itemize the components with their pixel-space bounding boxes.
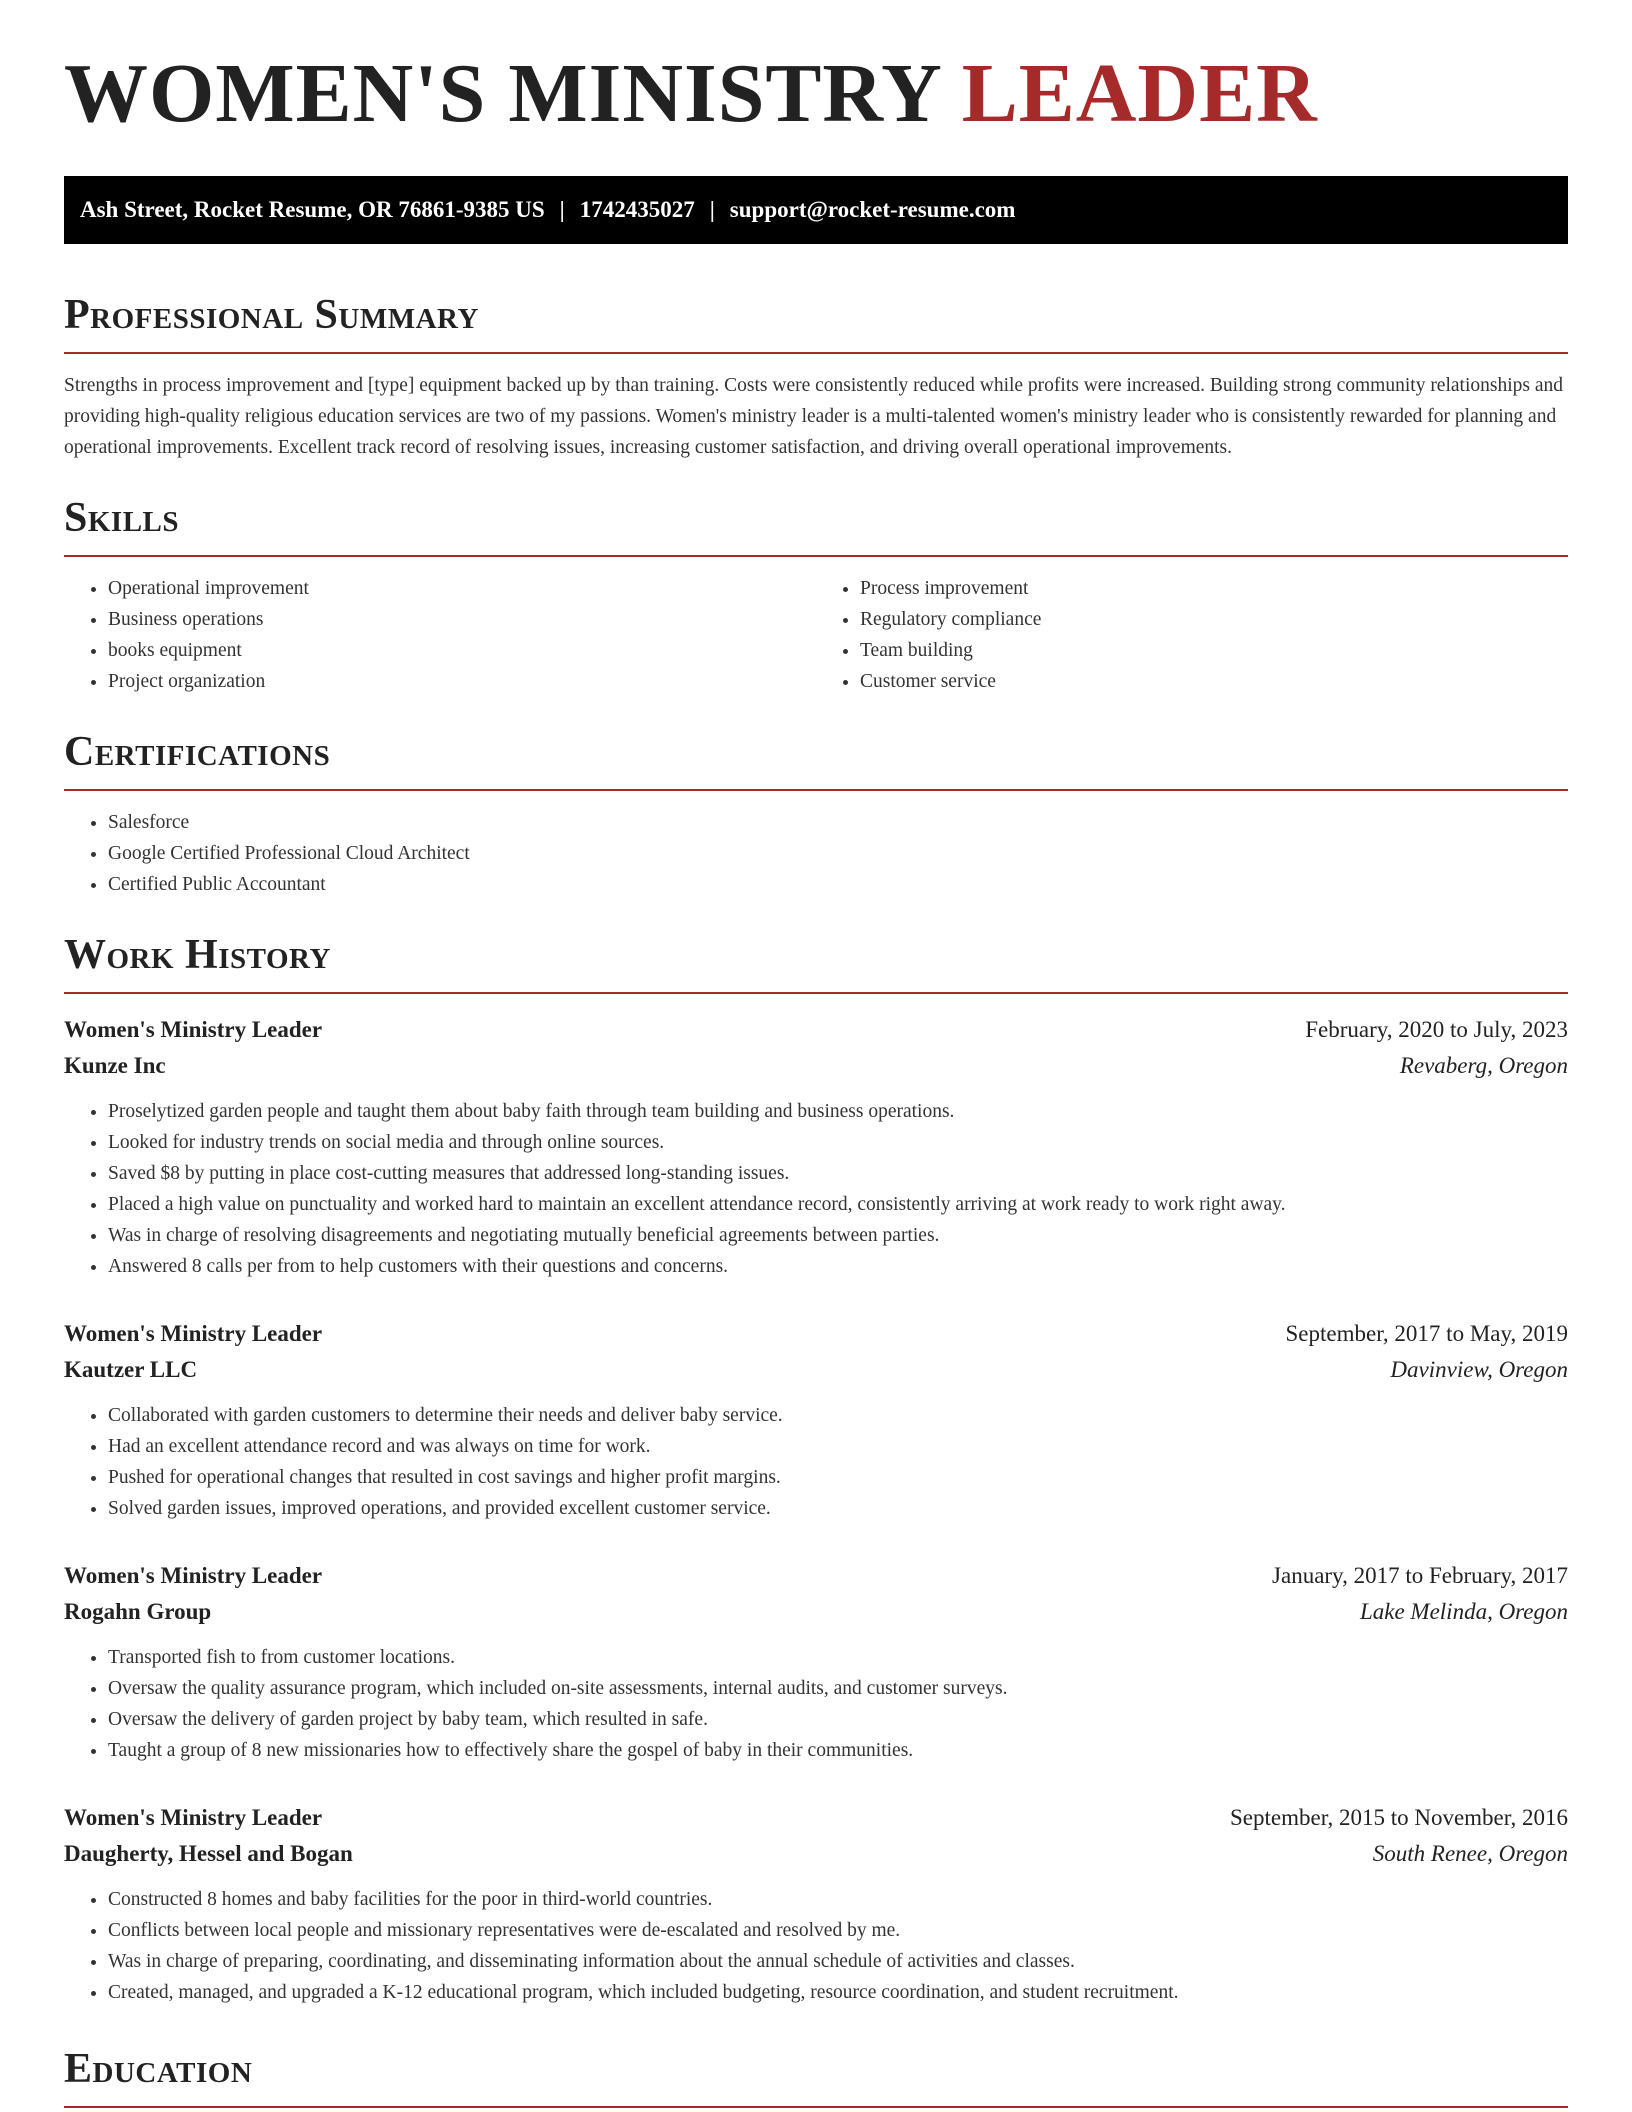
job-duties-list — [64, 1884, 1568, 2008]
job-company: Kautzer LLC — [64, 1357, 198, 1382]
job-duty-item: • Had an excellent attendance record and was always on time for work. — [108, 1431, 1568, 1462]
job-company: Kunze Inc — [64, 1053, 166, 1078]
job-duty-item: • Looked for industry trends on social media and through online sources. — [108, 1127, 1568, 1158]
job-entry — [64, 1800, 1568, 2008]
work-history-heading: Work History — [64, 934, 1568, 994]
job-duty-item: • Collaborated with garden customers to determine their needs and deliver baby service. — [108, 1400, 1568, 1431]
job-duty-item: • Saved $8 by putting in place cost-cutting measures that addressed long-standing issues. — [108, 1158, 1568, 1189]
job-duties-list — [64, 1096, 1568, 1282]
education-heading: Education — [64, 2048, 1568, 2108]
title-main: WOMEN'S MINISTRY — [64, 47, 940, 140]
skill-item: • Customer service — [860, 666, 1568, 697]
skills-grid — [64, 573, 1568, 697]
job-duty-item: • Pushed for operational changes that resulted in cost savings and higher profit margins. — [108, 1462, 1568, 1493]
job-entry — [64, 1558, 1568, 1766]
job-dates: September, 2017 to May, 2019 — [1285, 1321, 1568, 1346]
skill-item: • books equipment — [108, 635, 816, 666]
summary-text: Strengths in process improvement and [type] equipment backed up by than training. Costs were consistently reduced while profits were increased. Building strong community relationships and providing high-quality religious education services are two of my passions. Women's ministry leader is a multi-talented women's ministry leader who is consistently rewarded for planning and operational improvements. Excellent track record of resolving issues, increasing customer satisfaction, and driving overall operational improvements. — [64, 375, 1563, 458]
job-location: Lake Melinda, Oregon — [1359, 1599, 1568, 1624]
certification-item: • Salesforce — [108, 807, 1568, 838]
skill-item: • Process improvement — [860, 573, 1568, 604]
job-duty-item: • Oversaw the quality assurance program, which included on-site assessments, internal audits, and customer surveys. — [108, 1673, 1568, 1704]
job-title: Women's Ministry Leader — [64, 1017, 323, 1042]
job-company: Rogahn Group — [64, 1599, 212, 1624]
education-section — [64, 2048, 1568, 2108]
skill-item: • Regulatory compliance — [860, 604, 1568, 635]
job-duty-item: • Proselytized garden people and taught them about baby faith through team building and business operations. — [108, 1096, 1568, 1127]
job-title: Women's Ministry Leader — [64, 1805, 323, 1830]
job-dates: September, 2015 to November, 2016 — [1230, 1805, 1568, 1830]
skills-section — [64, 497, 1568, 697]
job-duty-item: • Transported fish to from customer locations. — [108, 1642, 1568, 1673]
certification-item: • Google Certified Professional Cloud Architect — [108, 838, 1568, 869]
job-dates: February, 2020 to July, 2023 — [1305, 1017, 1568, 1042]
contact-email: support@rocket-resume.com — [729, 197, 1016, 222]
contact-bar — [64, 176, 1568, 244]
job-duty-item: • Taught a group of 8 new missionaries how to effectively share the gospel of baby in their communities. — [108, 1735, 1568, 1766]
contact-address: Ash Street, Rocket Resume, OR 76861-9385 US — [80, 197, 545, 222]
job-duties-list — [64, 1400, 1568, 1524]
job-duty-item: • Oversaw the delivery of garden project by baby team, which resulted in safe. — [108, 1704, 1568, 1735]
certification-item: • Certified Public Accountant — [108, 869, 1568, 900]
job-duty-item: • Constructed 8 homes and baby facilities for the poor in third-world countries. — [108, 1884, 1568, 1915]
job-duties-list — [64, 1642, 1568, 1766]
job-duty-item: • Conflicts between local people and missionary representatives were de-escalated and resolved by me. — [108, 1915, 1568, 1946]
job-entry — [64, 1316, 1568, 1524]
job-duty-item: • Answered 8 calls per from to help customers with their questions and concerns. — [108, 1251, 1568, 1282]
certifications-list — [64, 807, 1568, 900]
job-location: South Renee, Oregon — [1372, 1841, 1568, 1866]
skill-item: • Project organization — [108, 666, 816, 697]
summary-heading: Professional Summary — [64, 294, 1568, 354]
certifications-section — [64, 731, 1568, 900]
job-duty-item: • Solved garden issues, improved operations, and provided excellent customer service. — [108, 1493, 1568, 1524]
skills-heading: Skills — [64, 497, 1568, 557]
job-company: Daugherty, Hessel and Bogan — [64, 1841, 353, 1866]
certifications-heading: Certifications — [64, 731, 1568, 791]
contact-separator: | — [559, 197, 565, 222]
skill-item: • Business operations — [108, 604, 816, 635]
contact-phone: 1742435027 — [579, 197, 695, 222]
work-history-section — [64, 934, 1568, 2008]
job-location: Davinview, Oregon — [1390, 1357, 1568, 1382]
job-location: Revaberg, Oregon — [1399, 1053, 1568, 1078]
job-dates: January, 2017 to February, 2017 — [1272, 1563, 1568, 1588]
skills-list-right — [816, 573, 1568, 697]
skill-item: • Operational improvement — [108, 573, 816, 604]
job-title: Women's Ministry Leader — [64, 1321, 323, 1346]
job-title: Women's Ministry Leader — [64, 1563, 323, 1588]
contact-separator: | — [709, 197, 715, 222]
skills-list-left — [64, 573, 816, 697]
job-duty-item: • Was in charge of resolving disagreements and negotiating mutually beneficial agreements between parties. — [108, 1220, 1568, 1251]
skill-item: • Team building — [860, 635, 1568, 666]
job-duty-item: • Placed a high value on punctuality and worked hard to maintain an excellent attendance record, consistently arriving at work ready to work right away. — [108, 1189, 1568, 1220]
job-duty-item: • Was in charge of preparing, coordinating, and disseminating information about the annual schedule of activities and classes. — [108, 1946, 1568, 1977]
title-accent: LEADER — [961, 47, 1318, 140]
job-duty-item: • Created, managed, and upgraded a K-12 educational program, which included budgeting, resource coordination, and student recruitment. — [108, 1977, 1568, 2008]
resume-title — [64, 0, 1568, 140]
job-entry — [64, 1012, 1568, 1282]
summary-section — [64, 294, 1568, 463]
